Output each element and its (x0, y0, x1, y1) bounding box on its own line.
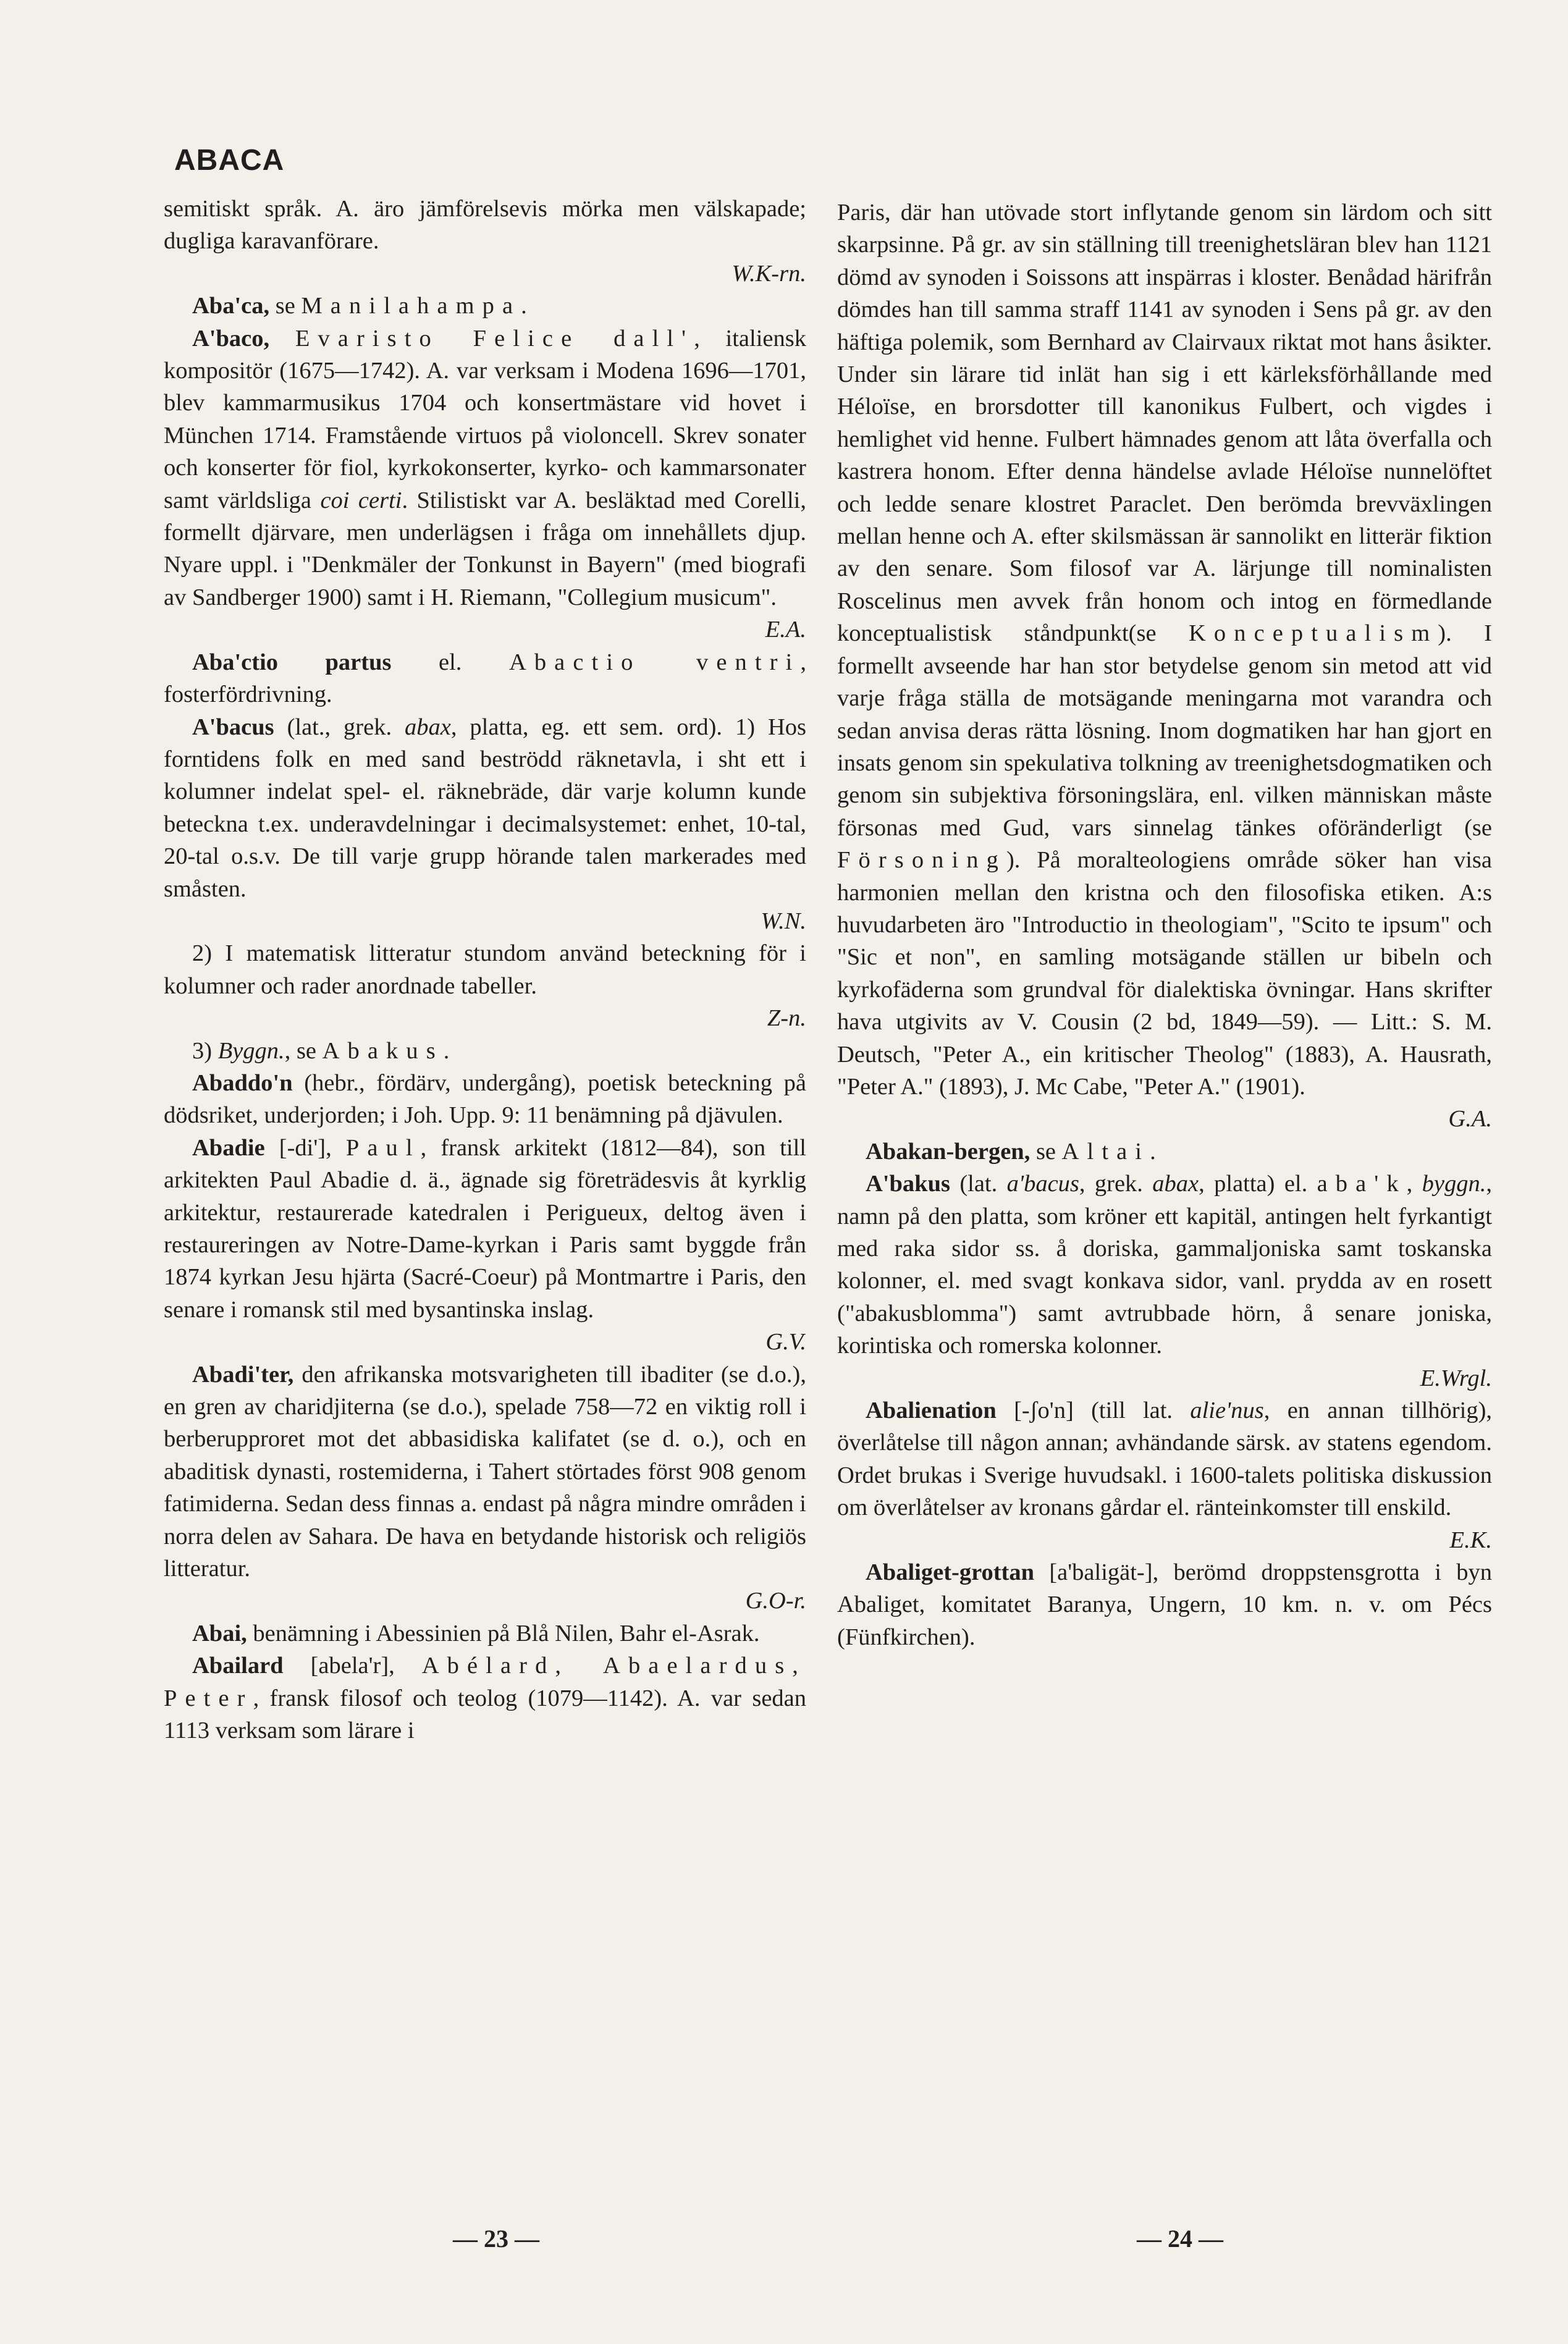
entry-abailard (164, 1650, 806, 1747)
headword: Abakan-bergen, (866, 1138, 1031, 1165)
entry-text: , fransk arkitekt (1812—84), son till arkitekten Paul Abadie d. ä., ägnade sig företrädesvis åt kyrklig arkitektur, restaurerade katedralen i Perigueux, deltog även i restaureringen av Notre-Dame-kyrkan i Paris samt byggde från 1874 kyrkan Jesu hjärta (Sacré-Coeur) på Montmartre i Paris, den senare i romansk stil med bysantinska inslag. (164, 1134, 806, 1323)
entry-italic: abax (405, 714, 451, 740)
entry-text: 2) I matematisk litteratur stundom använd beteckning för i kolumner och rader anordnade tabeller. (164, 940, 806, 999)
entry-text: , namn på den platta, som kröner ett kapitäl, antingen helt fyrkantigt med raka sidor ss. å doriska, gammaljoniska samt toskanska kolonner, el. med svagt konkava sidor, vanl. prydda av en rosett ("abakusblomma") samt avtrubbade hörn, å senare joniska, korintiska och romerska kolonner. (837, 1171, 1492, 1359)
column-left (164, 193, 806, 1747)
entry-italic: coi certi (320, 487, 402, 513)
headword: Abadi'ter, (192, 1361, 294, 1388)
page-number-right: — 24 — (1137, 2225, 1223, 2253)
headword: Abalienation (866, 1398, 997, 1424)
headword: A'bacus (192, 714, 274, 740)
author-signature: E.K. (1449, 1527, 1492, 1553)
entry-text: [-ʃo'n] (till lat. (996, 1398, 1191, 1424)
pronunciation: [abela'r], (283, 1653, 422, 1679)
person-name: Abélard, Abaelardus, Peter (164, 1653, 806, 1711)
entry-text: Paris, där han utövade stort inflytande genom sin lärdom och sitt skarpsinne. På gr. av sin ställning till treenighetsläran blev han 1121 dömd av synoden i Soissons att inspärras i kloster. Benådad härifrån dömdes han till samma straff 1141 av synoden i Sens på gr. av den häftiga polemik, som Bernhard av Clairvaux riktat mot hans åsikter. Under sin lärare tid inlät han sig i ett kärleksförhållande med Héloïse, en brorsdotter till kanonikus Fulbert, och vigdes i hemlighet vid henne. Fulbert hämnades genom att låta överfalla och kastrera honom. Efter denna händelse avlade Héloïse nunnelöftet och ledde senare klostret Paraclet. Den berömda brevväxlingen mellan henne och A. efter skilsmässan är sannolikt en litterär fiktion av den senare. Som filosof var A. lärjunge till nominalisten Roscelinus men avvek från honom och intog en förmedlande konceptualistisk ståndpunkt(se (837, 200, 1492, 647)
entry-text: , italiensk kompositör (1675—1742). A. var verksam i Modena 1696—1701, blev kammarmusikus 1704 och konsertmästare vid hovet i München 1714. Framstående virtuos på violoncell. Skrev sonater och konserter för fiol, kyrkokonserter, kyrko- och kammarsonater samt världsliga (164, 325, 806, 513)
author-signature: G.V. (765, 1329, 806, 1355)
author-signature: Z-n. (767, 1005, 806, 1032)
cross-reference: Abakus. (322, 1037, 458, 1064)
entry-text: , en annan tillhörig), överlåtelse till någon annan; avhändande särsk. av statens egendom. Ordet brukas i Sverige huvudsakl. i 1600-talets politiska diskussion om överlåtelser av kronans gårdar el. ränteinkomster till enskild. (837, 1398, 1493, 1521)
entry-text: [a'baligät-], berömd droppstensgrotta i byn Abaliget, komitatet Baranya, Ungern, 10 km. n. v. om Pécs (Fünfkirchen). (837, 1559, 1492, 1650)
entry-abadie (164, 1132, 806, 1359)
author-signature: G.O-r. (745, 1588, 806, 1614)
page-number-left: — 23 — (453, 2225, 539, 2253)
author-signature: E.A. (765, 617, 806, 643)
headword: A'baco, (192, 325, 270, 352)
headword: Abailard (192, 1653, 284, 1679)
entry-italic: Byggn. (217, 1037, 285, 1064)
cross-reference: aba'k (1317, 1171, 1407, 1197)
headword: Abai, (192, 1620, 247, 1646)
entry-italic: byggn. (1422, 1171, 1486, 1197)
entry-abaca (164, 290, 806, 322)
entry-abalienation (837, 1394, 1492, 1556)
entry-abacus-3 (164, 1035, 806, 1067)
entry-text: semitiskt språk. A. äro jämförelsevis mörka men välskapade; dugliga karavanförare. (164, 196, 806, 255)
entry-abaditer (164, 1359, 806, 1617)
entry-abacus (164, 711, 806, 938)
headword: A'bakus (866, 1171, 950, 1197)
entry-text: , platta) el. (1199, 1171, 1317, 1197)
author-signature: E.Wrgl. (1420, 1365, 1492, 1391)
headword: Abaddo'n (192, 1069, 293, 1096)
entry-continuation (164, 193, 806, 290)
entry-italic: a'bacus (1006, 1171, 1079, 1197)
entry-text: 3) (192, 1037, 218, 1064)
entry-text: , se (284, 1037, 322, 1064)
headword: Aba'ca, (192, 293, 270, 319)
entry-text: benämning i Abessinien på Blå Nilen, Bahr el-Asrak. (247, 1620, 760, 1646)
author-signature: G.A. (1448, 1106, 1492, 1132)
column-right (837, 196, 1492, 1653)
author-signature: W.N. (761, 908, 806, 934)
entry-text: ). På moralteologiens område söker han visa harmonien mellan den kristna och den filosofiska etiken. A:s huvudarbeten äro "Introductio in theologiam", "Scito te ipsum" och "Sic et non", en samling motsägande ställen ur bibeln och kyrkofäderna som grundval för dialektiska övningar. Hans skrifter hava utgivits av V. Cousin (2 bd, 1849—59). — Litt.: S. M. Deutsch, "Peter A., ein kritischer Theolog" (1883), A. Hausrath, "Peter A." (1893), J. Mc Cabe, "Peter A." (1901). (837, 847, 1492, 1100)
entry-italic: abax (1152, 1171, 1199, 1197)
headword: Aba'ctio partus (192, 649, 392, 675)
entry-abaddon (164, 1067, 806, 1132)
pronunciation: [-di'], (264, 1134, 346, 1161)
entry-abakan (837, 1136, 1492, 1168)
entry-text: (lat., grek. (274, 714, 405, 740)
entry-text: den afrikanska motsvarigheten till ibaditer (se d.o.), en gren av charidjiterna (se d.o.), spelade 758—72 en viktig roll i berberupproret mot det abbasidiska kalifatet (se d. o.), och en abaditisk dynasti, rostemiderna, i Tahert störtades först 908 genom fatimiderna. Sedan dess finnas a. endast på några mindre områden i norra delen av Sahara. De hava en betydande historisk och religiös litteratur. (164, 1361, 806, 1582)
entry-text: . Stilistiskt var A. besläktad med Corelli, formellt djärvare, men underlägsen i fråga om innehållets djup. Nyare uppl. i "Denkmäler der Tonkunst in Bayern" (med biografi av Sandberger 1900) samt i H. Riemann, "Collegium musicum". (164, 487, 806, 610)
entry-text: (lat. (950, 1171, 1007, 1197)
entry-abakus (837, 1168, 1492, 1394)
cross-reference: Manilahampa. (301, 293, 535, 319)
entry-text: , grek. (1079, 1171, 1153, 1197)
entry-text: , platta, eg. ett sem. ord). 1) Hos forntidens folk en med sand beströdd räknetavla, i sht ett i kolumner indelat spel- el. räknebräde, där varje kolumn kunde beteckna t.ex. underavdelningar i decimalsystemet: enhet, 10-tal, 20-tal o.s.v. De till varje grupp hörande talen markerades med småsten. (164, 714, 806, 902)
entry-text: ). I formellt avseende har han stor betydelse genom sin metod att vid varje fråga ställa de motsägande meningarna mot varandra och sedan anvisa deras rätta lösning. Inom dogmatiken har han gjort en insats genom sin spekulativa tolkning av treenighetsdogmatiken och genom sin subjektiva försoningslära, enl. vilken människan måste försonas med Gud, vars sinnelag tänkes oföränderligt (se (837, 620, 1492, 841)
entry-text: el. (391, 649, 509, 675)
entry-abailard-continued (837, 196, 1492, 1136)
entry-text: , fosterfördrivning. (164, 649, 807, 708)
cross-reference: Försoning (837, 847, 1006, 874)
entry-text: (hebr., fördärv, undergång), poetisk beteckning på dödsriket, underjorden; i Joh. Upp. 9: 11 benämning på djävulen. (164, 1069, 806, 1129)
entry-italic: alie'nus (1190, 1398, 1264, 1424)
entry-text: se (269, 293, 301, 319)
entry-abai (164, 1617, 806, 1650)
entry-abacus-2 (164, 937, 806, 1034)
cross-reference: Abactio ventri (508, 649, 801, 675)
cross-reference: Altai. (1061, 1138, 1164, 1165)
person-name: Evaristo Felice dall' (295, 325, 694, 352)
page-header-title: ABACA (174, 144, 285, 177)
person-name: Paul (345, 1134, 421, 1161)
headword: Abaliget-grottan (866, 1559, 1035, 1586)
author-signature: W.K-rn. (731, 260, 806, 287)
entry-text: , fransk filosof och teolog (1079—1142). A. var sedan 1113 verksam som lärare i (164, 1685, 806, 1744)
entry-text: se (1030, 1138, 1062, 1165)
entry-abaliget (837, 1556, 1492, 1653)
entry-abaco (164, 323, 806, 646)
entry-abactio (164, 646, 806, 711)
headword: Abadie (192, 1134, 265, 1161)
cross-reference: Konceptualism (1189, 620, 1438, 647)
entry-text: , (1406, 1171, 1422, 1197)
